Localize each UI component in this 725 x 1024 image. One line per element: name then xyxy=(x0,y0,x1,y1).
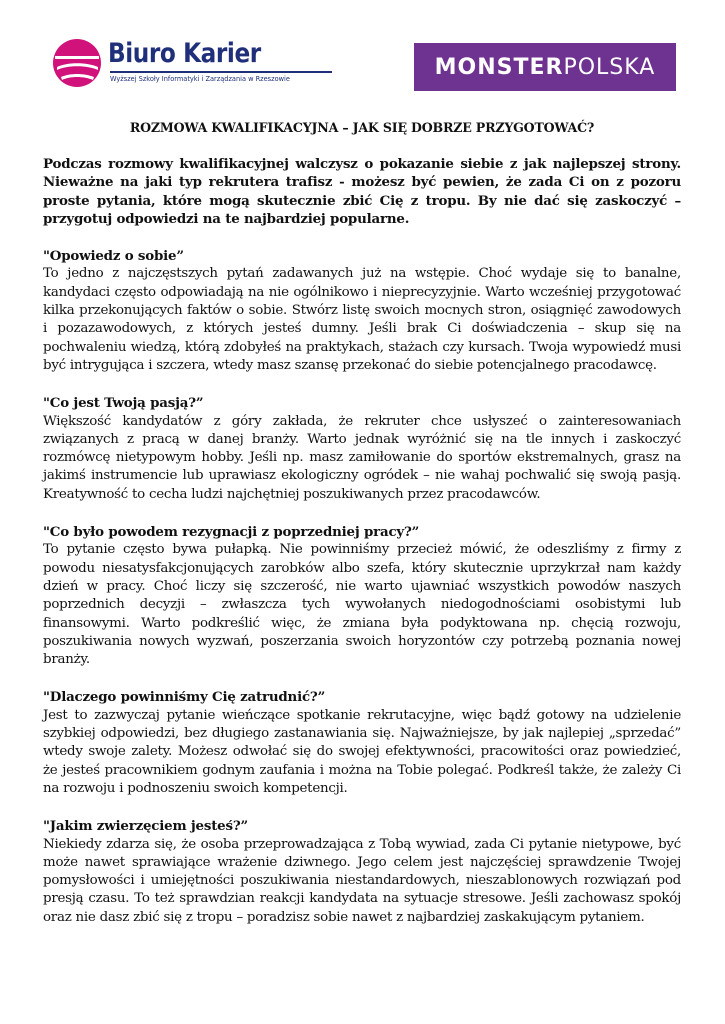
section-heading: "Dlaczego powinniśmy Cię zatrudnić?” xyxy=(43,689,326,706)
document-body xyxy=(43,120,681,946)
monster-polska-logo xyxy=(414,43,676,91)
section-zwierze xyxy=(43,817,681,927)
section-heading: "Jakim zwierzęciem jesteś?” xyxy=(43,818,248,835)
section-pasja xyxy=(43,394,681,504)
section-rezygnacja xyxy=(43,523,681,669)
section-heading: "Opowiedz o sobie” xyxy=(43,248,184,265)
biuro-karier-mark-icon xyxy=(52,38,102,88)
intro-paragraph: Podczas rozmowy kwalifikacyjnej walczysz o pokazanie siebie z jak najlepszej strony. Nieważne na jaki typ rekrutera trafisz - możesz być pewien, że zada Ci on z pozoru proste pytania, które mogą skutecznie zbić Cię z tropu. By nie dać się zaskoczyć – przygotuj odpowiedzi na te najbardziej popularne. xyxy=(43,156,681,227)
section-opowiedz-o-sobie xyxy=(43,247,681,375)
section-dlaczego-zatrudnic xyxy=(43,688,681,798)
monster-logo-bold: MONSTER xyxy=(434,54,564,80)
section-heading: "Co było powodem rezygnacji z poprzedniej pracy?” xyxy=(43,524,420,541)
section-body: Niekiedy zdarza się, że osoba przeprowadzająca z Tobą wywiad, zada Ci pytanie nietypowe, być może nawet sprawiające wrażenie dziwnego. Jego celem jest najczęściej sprawdzenie Twojej pomysłowości i umiejętności poszukiwania niestandardowych, nieszablonowych rozwiązań pod presją czasu. To też sprawdzian reakcji kandydata na sytuacje stresowe. Jeśli zachowasz spokój oraz nie dasz zbić się z tropu – poradzisz sobie nawet z najbardziej zaskakującym pytaniem. xyxy=(43,836,681,925)
biuro-karier-logo xyxy=(52,38,292,90)
section-body: Jest to zazwyczaj pytanie wieńczące spotkanie rekrutacyjne, więc bądź gotowy na udzielenie szybkiej odpowiedzi, bez długiego zastanawiania się. Najważniejsze, by jak najlepiej „sprzedać” wtedy swoje zalety. Możesz odwołać się do swojej efektywności, pracowitości oraz powiedzieć, że jesteś pracownikiem godnym zaufania i można na Tobie polegać. Podkreśl także, że zależy Ci na rozwoju i podnoszeniu swoich kompetencji. xyxy=(43,707,681,796)
section-body: Większość kandydatów z góry zakłada, że rekruter chce usłyszeć o zainteresowaniach związanych z pracą w danej branży. Warto jednak wyróżnić się na tle innych i zaskoczyć rozmówcę nietypowym hobby. Jeśli np. masz zamiłowanie do sportów ekstremalnych, grasz na jakimś instrumencie lub uprawiasz ekologiczny ogródek – nie wahaj pochwalić się swoją pasją. Kreatywność to cecha ludzi najchętniej poszukiwanych przez pracodawców. xyxy=(43,413,681,502)
biuro-karier-brand: Biuro Karier xyxy=(108,38,261,69)
section-body: To pytanie często bywa pułapką. Nie powinniśmy przecież mówić, że odeszliśmy z firmy z powodu niesatysfakcjonujących zarobków albo szefa, który skutecznie uprzykrzał nam każdy dzień w pracy. Choć liczy się szczerość, nie warto ujawniać wszystkich powodów naszych poprzednich decyzji – zwłaszcza tych wywołanych niedogodnościami osobistymi lub finansowymi. Warto podkreślić więc, że zmiana była podyktowana np. chęcią rozwoju, poszukiwania nowych wyzwań, poszerzania swoich horyzontów czy potrzebą poznania nowej branży. xyxy=(43,542,681,668)
page-title: ROZMOWA KWALIFIKACYJNA – JAK SIĘ DOBRZE PRZYGOTOWAĆ? xyxy=(129,120,595,135)
logo-divider xyxy=(110,71,332,73)
section-body: To jedno z najczęstszych pytań zadawanych już na wstępie. Choć wydaje się to banalne, kandydaci często odpowiadają na nie ogólnikowo i nieprecyzyjnie. Warto wcześniej przygotować kilka przekonujących faktów o sobie. Stwórz listę swoich mocnych stron, osiągnięć zawodowych i pozazawodowych, z których jesteś dumny. Jeśli brak Ci doświadczenia – skup się na pochwaleniu wiedzą, którą zdobyłeś na praktykach, stażach czy kursach. Twoja wypowiedź musi być intrygująca i szczera, wtedy masz szansę przekonać do siebie potencjalnego pracodawcę. xyxy=(43,266,681,373)
section-heading: "Co jest Twoją pasją?” xyxy=(43,395,204,412)
monster-logo-light: POLSKA xyxy=(563,54,656,80)
biuro-karier-tagline: Wyższej Szkoły Informatyki i Zarządzania w Rzeszowie xyxy=(110,75,290,83)
